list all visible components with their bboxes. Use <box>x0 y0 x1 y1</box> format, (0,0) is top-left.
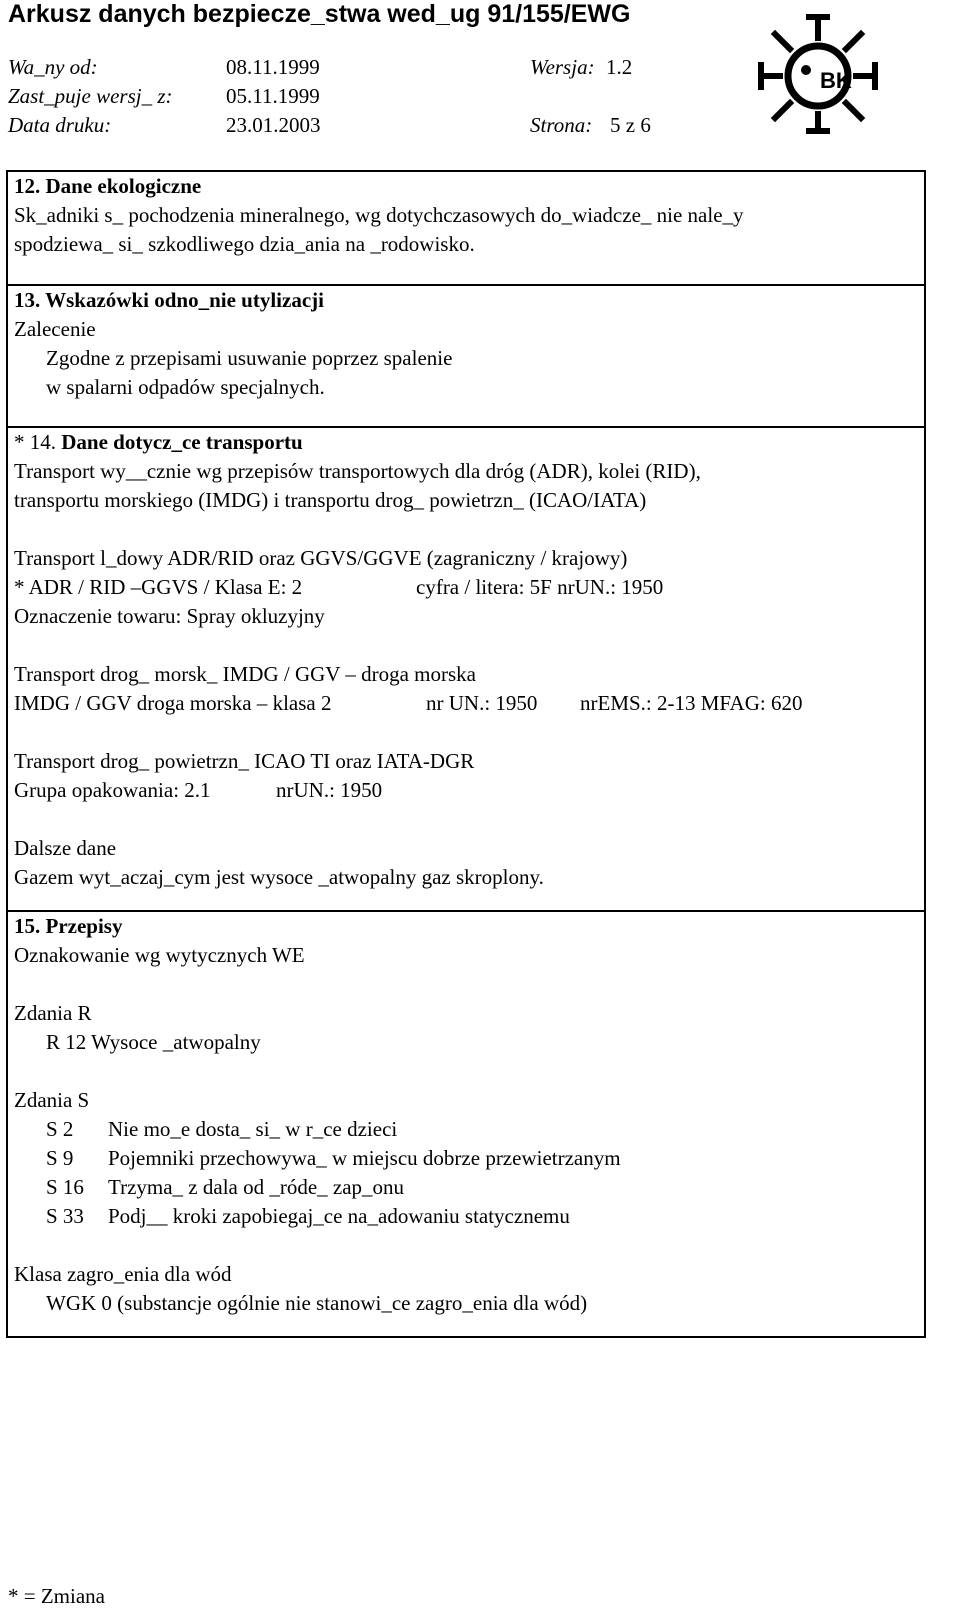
s-phrase-code: S 9 <box>46 1146 74 1170</box>
section-12-text-line-1: Sk_adniki s_ pochodzenia mineralnego, wg dotychczasowych do_wiadcze_ nie nale_y <box>14 203 744 227</box>
company-logo-icon <box>758 14 878 134</box>
s-phrase-code: S 33 <box>46 1204 84 1228</box>
transport-intro-line-1: Transport wy__cznie wg przepisów transportowych dla dróg (ADR), kolei (RID), <box>14 459 701 483</box>
footer-change-note: * = Zmiana <box>8 1584 105 1608</box>
issued-value: 08.11.1999 <box>226 55 320 79</box>
section-13-box <box>6 284 926 426</box>
section-12-box <box>6 170 926 284</box>
s-phrase-text: Podj__ kroki zapobiegaj_ce na_adowaniu statycznemu <box>108 1204 570 1228</box>
s-phrase-text: Trzyma_ z dala od _róde_ zap_onu <box>108 1175 405 1199</box>
sea-transport-title: Transport drog_ morsk_ IMDG / GGV – droga morska <box>14 662 476 686</box>
r-phrases-title: Zdania R <box>14 1001 92 1025</box>
ec-labelling: Oznakowanie wg wytycznych WE <box>14 943 305 967</box>
air-transport-un: nrUN.: 1950 <box>276 778 383 802</box>
air-transport-title: Transport drog_ powietrzn_ ICAO TI oraz IATA-DGR <box>14 749 475 773</box>
issued-label: Wa_ny od: <box>8 55 98 79</box>
land-transport-digit: cyfra / litera: 5F nrUN.: 1950 <box>416 575 664 599</box>
section-14-title-text: Dane dotycz_ce transportu <box>61 430 303 454</box>
print-date-label: Data druku: <box>8 113 112 137</box>
version-label: Wersja: <box>530 55 595 79</box>
section-13-subheading: Zalecenie <box>14 317 96 341</box>
section-13-text-line-1: Zgodne z przepisami usuwanie poprzez spalenie <box>46 346 453 370</box>
replaces-label: Zast_puje wersj_ z: <box>8 84 173 108</box>
water-hazard-title: Klasa zagro_enia dla wód <box>14 1262 232 1286</box>
page-label: Strona: <box>530 113 593 137</box>
s-phrase-text: Nie mo_e dosta_ si_ w r_ce dzieci <box>108 1117 398 1141</box>
version-value: 1.2 <box>606 55 633 79</box>
replaces-value: 05.11.1999 <box>226 84 320 108</box>
s-phrase-code: S 2 <box>46 1117 74 1141</box>
sea-transport-class: IMDG / GGV droga morska – klasa 2 <box>14 691 332 715</box>
s-phrases-title: Zdania S <box>14 1088 90 1112</box>
section-12-text-line-2: spodziewa_ si_ szkodliwego dzia_ania na _rodowisko. <box>14 232 475 256</box>
land-transport-class: * ADR / RID –GGVS / Klasa E: 2 <box>14 575 303 599</box>
land-transport-title: Transport l_dowy ADR/RID oraz GGVS/GGVE (zagraniczny / krajowy) <box>14 546 628 570</box>
section-13-title: 13. Wskazówki odno_nie utylizacji <box>14 288 324 312</box>
further-data-title: Dalsze dane <box>14 836 117 860</box>
s-phrase-text: Pojemniki przechowywa_ w miejscu dobrze przewietrzanym <box>108 1146 621 1170</box>
print-date-value: 23.01.2003 <box>226 113 321 137</box>
sea-transport-ems: nrEMS.: 2-13 MFAG: 620 <box>580 691 803 715</box>
change-marker: * 14. <box>14 430 56 454</box>
section-15-box <box>6 910 926 1338</box>
air-transport-group: Grupa opakowania: 2.1 <box>14 778 211 802</box>
section-15-title: 15. Przepisy <box>14 914 123 938</box>
logo-letters: BK <box>820 68 852 93</box>
section-12-title: 12. Dane ekologiczne <box>14 174 202 198</box>
further-data-text: Gazem wyt_aczaj_cym jest wysoce _atwopalny gaz skroplony. <box>14 865 544 889</box>
water-hazard-text: WGK 0 (substancje ogólnie nie stanowi_ce zagro_enia dla wód) <box>46 1291 588 1315</box>
land-transport-goods: Oznaczenie towaru: Spray okluzyjny <box>14 604 325 628</box>
document-title: Arkusz danych bezpiecze_stwa wed_ug 91/155/EWG <box>8 0 631 28</box>
sea-transport-un: nr UN.: 1950 <box>426 691 538 715</box>
page-value: 5 z 6 <box>610 113 651 137</box>
r-phrase-item: R 12 Wysoce _atwopalny <box>46 1030 261 1054</box>
s-phrase-code: S 16 <box>46 1175 84 1199</box>
section-14-title <box>14 428 303 457</box>
section-14-box <box>6 426 926 910</box>
section-13-text-line-2: w spalarni odpadów specjalnych. <box>46 375 325 399</box>
transport-intro-line-2: transportu morskiego (IMDG) i transportu drog_ powietrzn_ (ICAO/IATA) <box>14 488 647 512</box>
